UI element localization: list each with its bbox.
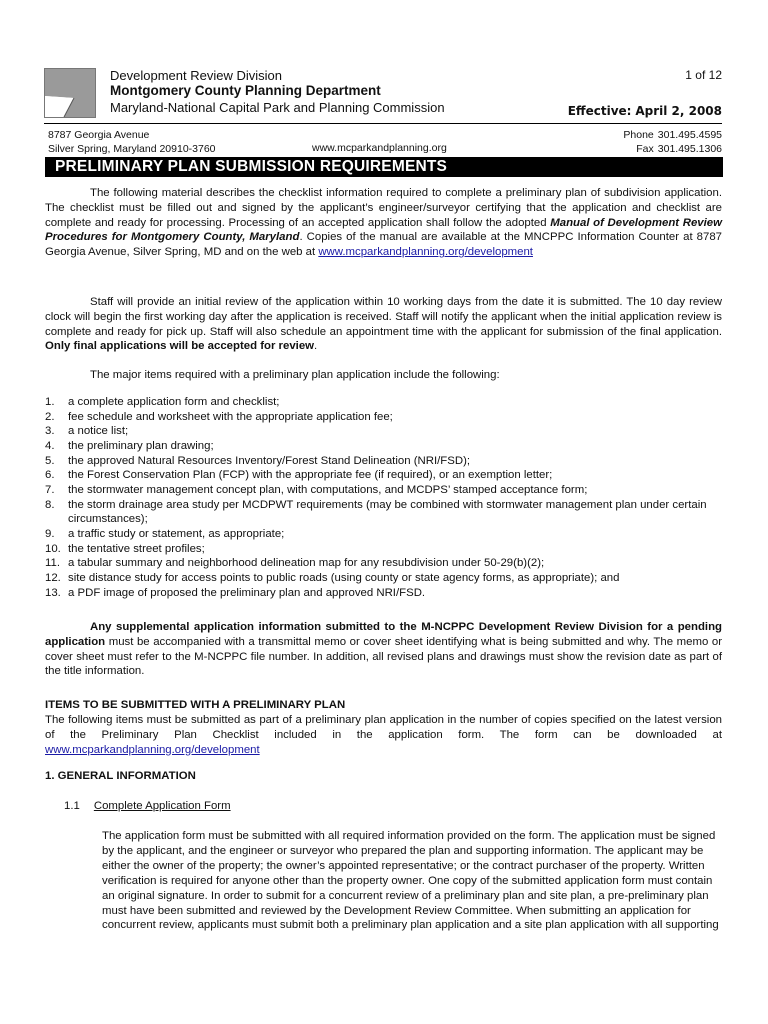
list-item-number: 7. (45, 483, 55, 496)
department-name: Montgomery County Planning Department (110, 83, 381, 98)
list-item (45, 571, 722, 586)
manual-title: Manual of Development Review Procedures for Montgomery County, Maryland (45, 216, 722, 244)
intro-text-a: The following material describes the checklist information required to complete a preliminary plan of subdivision application. The checklist must be filled out and signed by the applicant’s engineer/surveyor certifying that the application and checklist are complete and ready for processing. Processing of an accepted application shall follow the adopted (45, 187, 722, 229)
supplemental-bold: Any supplemental application information submitted to the M-NCPPC Development Review Division for a pending application (45, 621, 722, 648)
phone-number: 301.495.4595 (657, 129, 722, 141)
list-item-text: site distance study for access points to public roads (using county or state agency forms, as appropriate); and (68, 571, 620, 584)
review-text: Staff will provide an initial review of the application within 10 working days from the date it is submitted. The 10 day review clock will begin the first working day after the application is received. Staff will notify the applicant when the initial application review is complete and ready for pick up. Staff will also schedule an appointment time with the applicant for submission of the final application. (45, 296, 722, 338)
fax-number: 301.495.1306 (657, 143, 722, 155)
list-item-text: the preliminary plan drawing; (68, 439, 214, 452)
list-item (45, 483, 722, 498)
effective-date (568, 104, 722, 118)
address-line2: Silver Spring, Maryland 20910-3760 (48, 143, 216, 155)
list-item-text: a PDF image of proposed the preliminary plan and approved NRI/FSD. (68, 586, 426, 599)
development-link-2[interactable]: www.mcparkandplanning.org/development (45, 743, 260, 756)
list-item-number: 3. (45, 425, 55, 438)
list-item-number: 10. (45, 542, 61, 555)
intro-text-b: . Copies of the manual are available at the MNCPPC Information Counter at 8787 Georgia Avenue, Silver Spring, MD and on the web at (45, 231, 723, 259)
list-item (45, 527, 722, 542)
supplemental-text: must be accompanied with a transmittal memo or cover sheet identifying what is being submitted and why. The memo or cover sheet must refer to the M-NCPPC file number. In addition, all revised plans and drawings must show the revision date as part of the title information. (45, 635, 722, 678)
commission-name: Maryland-National Capital Park and Planning Commission (110, 100, 445, 115)
list-item-text: a tabular summary and neighborhood delineation map for any resubdivision under 50-29(b)(2); (68, 557, 545, 570)
page-number: 1 of 12 (685, 68, 722, 82)
list-item-text: a complete application form and checklist; (68, 396, 280, 408)
list-item-number: 9. (45, 527, 55, 540)
list-item-number: 2. (45, 410, 55, 423)
list-item-number: 1. (45, 396, 55, 408)
list-item-number: 6. (45, 469, 55, 482)
required-items-list (45, 395, 722, 600)
list-item-number: 12. (45, 571, 61, 584)
list-item (45, 556, 722, 571)
development-link[interactable]: www.mcparkandplanning.org/development (318, 246, 533, 259)
list-item-number: 13. (45, 586, 61, 599)
review-text-end: . (314, 340, 318, 353)
subsection-title: Complete Application Form (93, 800, 231, 812)
list-item-number: 5. (45, 454, 55, 467)
list-item-number: 4. (45, 439, 55, 452)
list-item (45, 586, 722, 601)
list-item (45, 498, 722, 527)
list-item-number: 11. (45, 557, 60, 570)
list-item-text: the stormwater management concept plan, with computations, and MCDPS’ stamped acceptance form; (68, 483, 588, 496)
header-divider (44, 123, 722, 124)
header-org (110, 68, 445, 116)
list-item-number: 8. (45, 498, 55, 511)
list-item (45, 468, 722, 483)
list-item (45, 424, 722, 439)
address-line1: 8787 Georgia Avenue (48, 129, 150, 141)
address (48, 128, 216, 156)
list-item (45, 395, 722, 410)
contact-info (623, 128, 722, 156)
division-name: Development Review Division (110, 68, 282, 83)
subsection-1-1 (64, 800, 231, 812)
subsection-number: 1.1 (64, 800, 80, 812)
intro-paragraph-1 (45, 186, 722, 260)
list-item-text: fee schedule and worksheet with the appropriate application fee; (68, 410, 393, 423)
list-item-text: a notice list; (68, 425, 129, 438)
effective-label: Effective: (567, 104, 632, 118)
list-item-text: the Forest Conservation Plan (FCP) with the appropriate fee (if required), or an exemption letter; (68, 469, 553, 482)
section-items-text: The following items must be submitted as part of a preliminary plan application in the number of copies specified on the latest version of the Preliminary Plan Checklist included in the application form. The form can be downloaded at (45, 714, 722, 741)
effective-value: April 2, 2008 (635, 104, 722, 118)
phone-label: Phone (623, 129, 654, 141)
intro-paragraph-2 (45, 295, 722, 354)
intro-paragraph-3: The major items required with a preliminary plan application include the following: (90, 369, 500, 381)
list-item-text: the storm drainage area study per MCDPWT requirements (may be combined with stormwater management plan under certain circumstances); (68, 498, 707, 526)
page-title: PRELIMINARY PLAN SUBMISSION REQUIREMENTS (45, 157, 723, 177)
list-item-text: the tentative street profiles; (68, 542, 205, 555)
application-form-paragraph: The application form must be submitted with all required information provided on the form. The application must be signed by the applicant, and the engineer or surveyor who prepared the plan and supporting information. The applicant may be either the owner of the property; the owner’s appointed representative; or the contract purchaser of the property. Written verification is required for anyone other than the property owner. One copy of the submitted application form must contain an original signature. In order to submit for a concurrent review of a preliminary plan and site plan, a pre-preliminary plan must have been submitted and reviewed by the Development Review Committee. When submitting an application for concurrent review, applicants must submit both a preliminary plan application and a site plan application with all supporting (102, 830, 719, 932)
list-item-text: a traffic study or statement, as appropriate; (68, 527, 285, 540)
website-link[interactable]: www.mcparkandplanning.org (312, 142, 447, 154)
section-heading-general: 1. GENERAL INFORMATION (45, 770, 196, 782)
list-item (45, 542, 722, 557)
list-item (45, 410, 722, 425)
final-applications-note: Only final applications will be accepted for review (45, 340, 315, 353)
list-item (45, 454, 722, 469)
section-heading-items: ITEMS TO BE SUBMITTED WITH A PRELIMINARY PLAN (45, 699, 346, 711)
section-items-paragraph (45, 713, 722, 757)
list-item-text: the approved Natural Resources Inventory/Forest Stand Delineation (NRI/FSD); (68, 454, 471, 467)
fax-label: Fax (636, 143, 654, 155)
supplemental-paragraph (45, 620, 722, 679)
mncppc-logo-icon (44, 68, 96, 118)
list-item (45, 439, 722, 454)
